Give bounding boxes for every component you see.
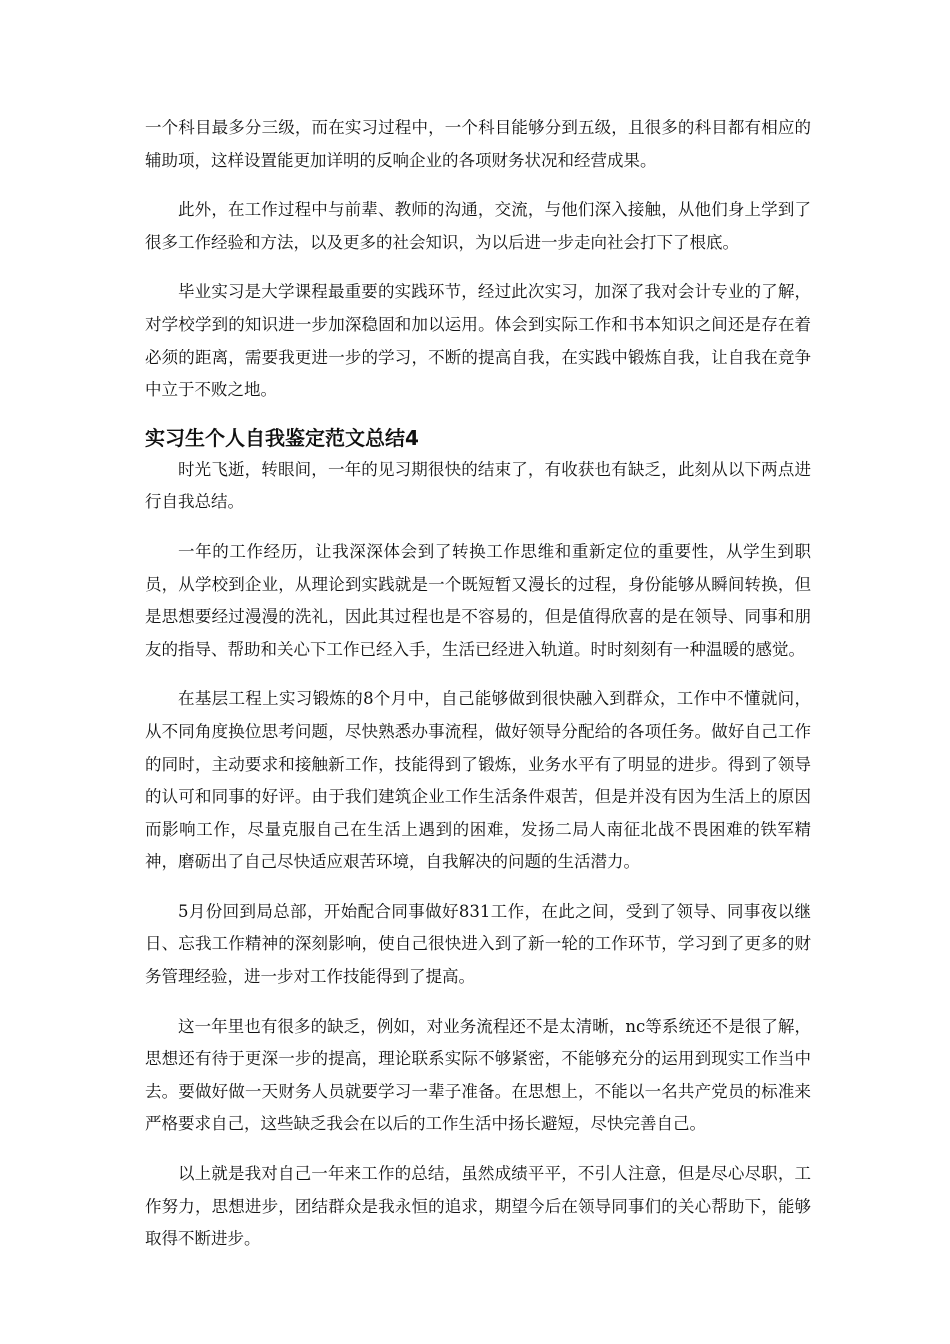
document-body [145,112,811,1273]
paragraph: 毕业实习是大学课程最重要的实践环节，经过此次实习，加深了我对会计专业的了解，对学校学到的知识进一步加深稳固和加以运用。体会到实际工作和书本知识之间还是存在着必须的距离，需要我更进一步的学习，不断的提高自我，在实践中锻炼自我，让自我在竞争中立于不败之地。 [145,282,811,400]
paragraph: 一年的工作经历，让我深深体会到了转换工作思维和重新定位的重要性，从学生到职员，从学校到企业，从理论到实践就是一个既短暂又漫长的过程，身份能够从瞬间转换，但是思想要经过漫漫的洗礼，因此其过程也是不容易的，但是值得欣喜的是在领导、同事和朋友的指导、帮助和关心下工作已经入手，生活已经进入轨道。时时刻刻有一种温暖的感觉。 [145,541,811,659]
paragraph: 在基层工程上实习锻炼的8个月中，自己能够做到很快融入到群众，工作中不懂就问，从不同角度换位思考问题，尽快熟悉办事流程，做好领导分配给的各项任务。做好自己工作的同时，主动要求和接触新工作，技能得到了锻炼，业务水平有了明显的进步。得到了领导的认可和同事的好评。由于我们建筑企业工作生活条件艰苦，但是并没有因为生活上的原因而影响工作，尽量克服自己在生活上遇到的困难，发扬二局人南征北战不畏困难的铁军精神，磨砺出了自己尽快适应艰苦环境，自我解决的问题的生活潜力。 [145,689,811,872]
paragraph: 时光飞逝，转眼间，一年的见习期很快的结束了，有收获也有缺乏，此刻从以下两点进行自我总结。 [145,459,811,512]
paragraph: 一个科目最多分三级，而在实习过程中，一个科目能够分到五级，且很多的科目都有相应的辅助项，这样设置能更加详明的反响企业的各项财务状况和经营成果。 [145,118,811,170]
paragraph: 这一年里也有很多的缺乏，例如，对业务流程还不是太清晰，nc等系统还不是很了解，思想还有待于更深一步的提高，理论联系实际不够紧密，不能够充分的运用到现实工作当中去。要做好做一天财务人员就要学习一辈子准备。在思想上，不能以一名共产党员的标准来严格要求自己，这些缺乏我会在以后的工作生活中扬长避短，尽快完善自己。 [145,1016,811,1134]
paragraph: 5月份回到局总部，开始配合同事做好831工作，在此之间，受到了领导、同事夜以继日、忘我工作精神的深刻影响，使自己很快进入到了新一轮的工作环节，学习到了更多的财务管理经验，进一步对工作技能得到了提高。 [145,901,811,987]
paragraph: 此外，在工作过程中与前辈、教师的沟通，交流，与他们深入接触，从他们身上学到了很多工作经验和方法，以及更多的社会知识，为以后进一步走向社会打下了根底。 [145,200,811,252]
paragraph: 以上就是我对自己一年来工作的总结，虽然成绩平平，不引人注意，但是尽心尽职，工作努力，思想进步，团结群众是我永恒的追求，期望今后在领导同事们的关心帮助下，能够取得不断进步。 [145,1164,811,1249]
section-heading: 实习生个人自我鉴定范文总结4 [145,425,419,450]
